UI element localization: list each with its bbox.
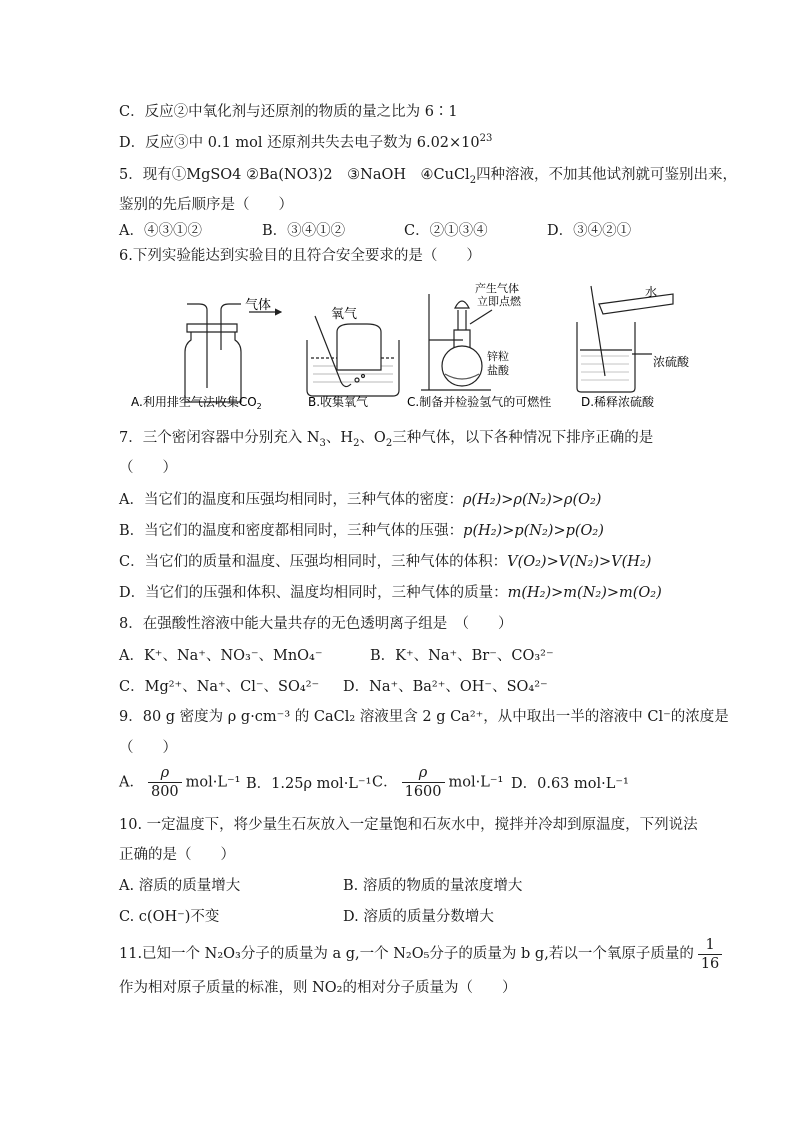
q11-stem-2: 作为相对原子质量的标准，则 NO₂的相对分子质量为（ ） [119, 980, 517, 996]
q10-option-b: B. 溶质的物质的量浓度增大 [343, 878, 523, 894]
q10-stem-2: 正确的是（ ） [119, 847, 235, 863]
q7-stem: 7．三个密闭容器中分别充入 $N_3$、$H_2$、$O_2$三种气体，以下各种情况下排序正确的是 [119, 430, 654, 449]
q10-stem: 10. 一定温度下，将少量生石灰放入一定量饱和石灰水中，搅拌并冷却到原温度，下列说法 [119, 817, 698, 833]
q9-stem: 9．80 g 密度为 ρ g·cm⁻³ 的 CaCl₂ 溶液里含 2 g Ca²⁺，从中取出一半的溶液中 Cl⁻的浓度是 [119, 709, 729, 725]
q7-option-b: B．当它们的温度和密度都相同时，三种气体的压强：p(H₂)>p(N₂)>p(O₂) [119, 523, 604, 539]
q4-option-d: D．反应③中 0.1 mol 还原剂共失去电子数为 $6.02\times 10^{23}$ [119, 133, 493, 151]
fig-c-note-2: 立即点燃 [477, 295, 521, 308]
fig-c-flask-apparatus [421, 294, 492, 390]
q10-option-c: C. c(OH⁻)不变 [119, 909, 220, 925]
fig-a-caption: A.利用排空气法收集$CO_2$ [131, 395, 262, 411]
fig-b-gas-label: 氧气 [331, 307, 358, 322]
q5-stem-2: 鉴别的先后顺序是（ ） [119, 197, 293, 213]
q5-option-c: C．②①③④ [404, 223, 488, 239]
q5-option-d: D．③④②① [547, 223, 632, 239]
fig-c-zinc-label: 锌粒 [487, 350, 509, 363]
fig-d-beaker [577, 286, 673, 392]
q8-stem: 8．在强酸性溶液中能大量共存的无色透明离子组是 （ ） [119, 616, 513, 632]
q11-stem: 11.已知一个 N₂O₃分子的质量为 a g,一个 N₂O₅分子的质量为 b g,若以一个氧原子质量的 $\frac{1}{16}$ [119, 934, 726, 974]
q6-apparatus-figure [125, 280, 695, 415]
q9-paren: （ ） [119, 740, 177, 756]
q7-option-d: D．当它们的压强和体积、温度均相同时，三种气体的质量：m(H₂)>m(N₂)>m(O₂) [119, 585, 662, 601]
fig-a-gas-label: 气体 [245, 298, 272, 313]
fig-b-caption: B.收集氧气 [308, 395, 369, 409]
q4-option-c: C．反应②中氧化剂与还原剂的物质的量之比为 6∶1 [119, 104, 458, 120]
q5-stem: 5．现有①MgSO4 ②Ba(NO3)2 ③NaOH ④CuCl$_2$四种溶液，不加其他试剂就可鉴别出来， [119, 167, 738, 186]
q6-stem: 6.下列实验能达到实验目的且符合安全要求的是（ ） [119, 248, 481, 264]
q10-option-d: D. 溶质的质量分数增大 [343, 909, 494, 925]
q8-option-d: D．Na⁺、Ba²⁺、OH⁻、SO₄²⁻ [343, 679, 548, 695]
q8-option-b: B．K⁺、Na⁺、Br⁻、CO₃²⁻ [370, 648, 554, 664]
q9-option-c: C． $\frac{\rho}{1600}$ mol·L⁻¹ [372, 765, 504, 800]
fig-c-note-1: 产生气体 [475, 282, 519, 295]
q9-option-d: D．0.63 mol·L⁻¹ [511, 776, 629, 792]
q9-option-b: B．1.25ρ mol·L⁻¹ [246, 776, 372, 792]
q5-option-a: A．④③①② [119, 223, 202, 239]
fig-d-caption: D.稀释浓硫酸 [581, 395, 655, 409]
fig-c-caption: C.制备并检验氢气的可燃性 [407, 395, 552, 409]
q7-paren: （ ） [119, 460, 177, 476]
q7-option-a: A．当它们的温度和压强均相同时，三种气体的密度：ρ(H₂)>ρ(N₂)>ρ(O₂) [119, 492, 602, 508]
q8-option-a: A．K⁺、Na⁺、NO₃⁻、MnO₄⁻ [119, 648, 323, 664]
fig-a-gas-bottle [185, 304, 281, 402]
q9-option-a: A． $\frac{\rho}{800}$ mol·L⁻¹ [119, 765, 241, 800]
fig-b-water-trough [307, 316, 399, 396]
q8-option-c: C．Mg²⁺、Na⁺、Cl⁻、SO₄²⁻ [119, 679, 320, 695]
fig-d-acid-label: 浓硫酸 [653, 355, 690, 369]
q10-option-a: A. 溶质的质量增大 [119, 878, 241, 894]
fig-c-acid-label: 盐酸 [487, 364, 509, 377]
q7-option-c: C．当它们的质量和温度、压强均相同时，三种气体的体积：V(O₂)>V(N₂)>V(H₂) [119, 554, 652, 570]
fig-d-water-label: 水 [645, 285, 658, 299]
q5-option-b: B．③④①② [262, 223, 346, 239]
